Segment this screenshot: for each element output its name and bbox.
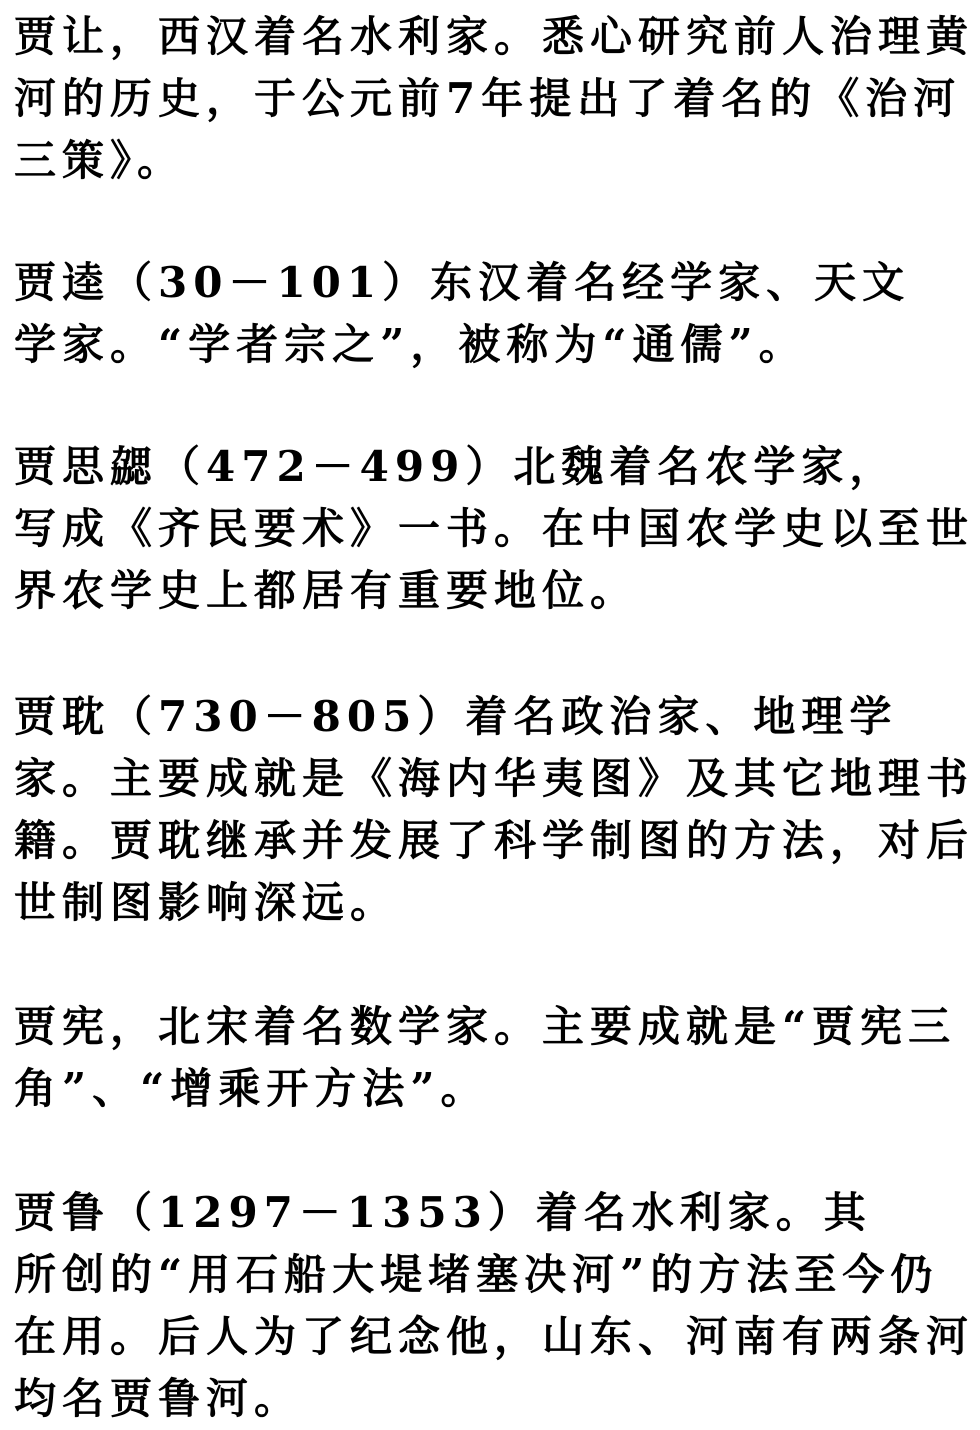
- text-line: 世制图影响深远。: [14, 878, 399, 927]
- text-line: 均名贾鲁河。: [14, 1374, 303, 1423]
- text-line: 贾思勰（472－499）北魏着名农学家，: [14, 442, 898, 491]
- text-line: 所创的“用石船大堤堵塞决河”的方法至今仍: [14, 1250, 939, 1299]
- paragraph-jia-dan: [14, 686, 975, 934]
- text-line: 贾逵（30－101）东汉着名经学家、天文: [14, 258, 911, 307]
- text-line: 在用。后人为了纪念他，山东、河南有两条河: [14, 1312, 975, 1361]
- text-line: 角”、“增乘开方法”。: [14, 1064, 489, 1113]
- paragraph-jia-xian: [14, 996, 964, 1120]
- text-line: 学家。“学者宗之”，被称为“通儒”。: [14, 320, 807, 369]
- text-line: 贾鲁（1297－1353）着名水利家。其: [14, 1188, 872, 1237]
- paragraph-jia-kui: [14, 252, 964, 376]
- paragraph-jia-rang: [14, 6, 975, 192]
- text-line: 三策》。: [14, 136, 186, 185]
- text-line: 河的历史，于公元前7年提出了着名的《治河: [14, 74, 962, 123]
- text-line: 写成《齐民要术》一书。在中国农学史以至世: [14, 504, 975, 553]
- text-line: 贾让，西汉着名水利家。悉心研究前人治理黄: [14, 12, 975, 61]
- text-line: 籍。贾耽继承并发展了科学制图的方法，对后: [14, 816, 975, 865]
- text-line: 贾宪，北宋着名数学家。主要成就是“贾宪三: [14, 1002, 957, 1051]
- text-line: 界农学史上都居有重要地位。: [14, 566, 639, 615]
- paragraph-jia-lu: [14, 1182, 975, 1430]
- text-line: 贾耽（730－805）着名政治家、地理学: [14, 692, 898, 741]
- text-line: 家。主要成就是《海内华夷图》及其它地理书: [14, 754, 975, 803]
- paragraph-jia-sixie: [14, 436, 975, 622]
